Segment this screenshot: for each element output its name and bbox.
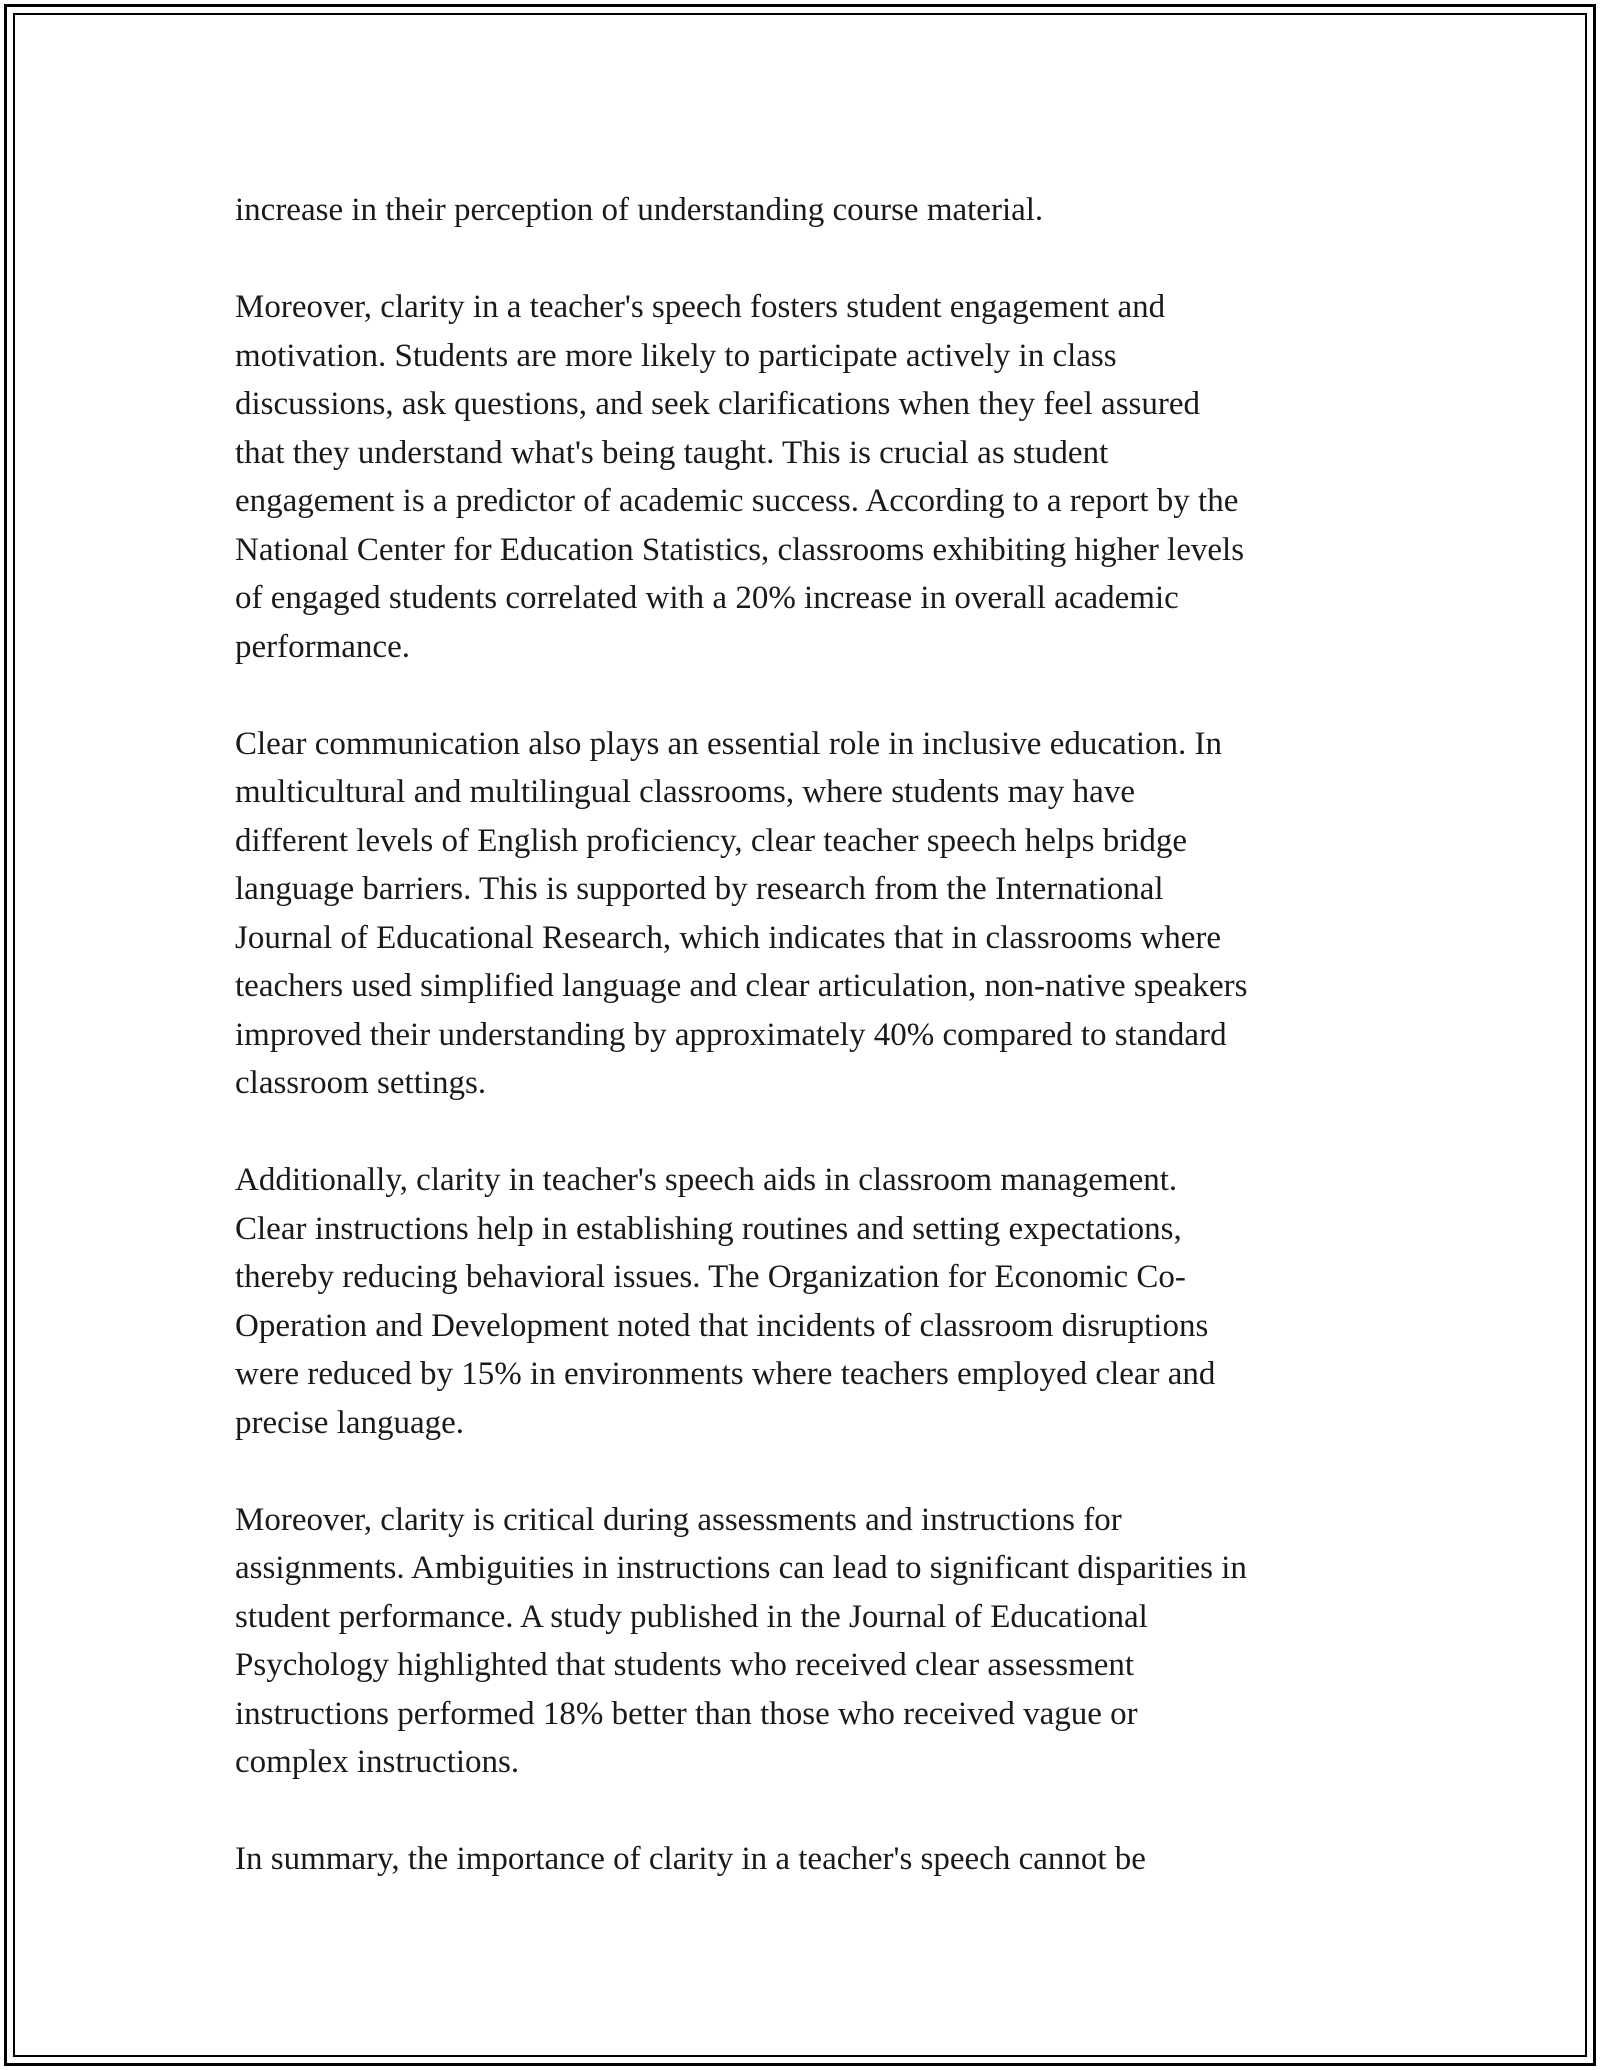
- paragraph: increase in their perception of understanding course material.: [235, 192, 1044, 228]
- paragraph: Moreover, clarity in a teacher's speech fosters student engagement and motivation. Students are more likely to participate actively in class discussions, ask questions, and seek clarifications when they feel assured that they understand what's being taught. This is crucial as student engagement is a predictor of academic success. According to a report by the National Center for Education Statistics, classrooms exhibiting higher levels of engaged students correlated with a 20% increase in overall academic performance.: [235, 289, 1245, 665]
- paragraph: Additionally, clarity in teacher's speech aids in classroom management. Clear instructions help in establishing routines and setting expectations, thereby reducing behavioral issues. The Organization for Economic Co- Operation and Development noted that incidents of classroom disruptions were reduced by 15% in environments where teachers employed clear and precise language.: [235, 1162, 1216, 1441]
- paragraph: In summary, the importance of clarity in a teacher's speech cannot be: [235, 1841, 1146, 1877]
- paragraph: Moreover, clarity is critical during assessments and instructions for assignments. Ambiguities in instructions can lead to significant disparities in student performance. A study published in the Journal of Educational Psychology highlighted that students who received clear assessment instructions performed 18% better than those who received vague or complex instructions.: [235, 1501, 1247, 1780]
- document-body: [235, 186, 1375, 1884]
- paragraph: Clear communication also plays an essential role in inclusive education. In multicultural and multilingual classrooms, where students may have different levels of English proficiency, clear teacher speech helps bridge language barriers. This is supported by research from the International Journal of Educational Research, which indicates that in classrooms where teachers used simplified language and clear articulation, non-native speakers improved their understanding by approximately 40% compared to standard classroom settings.: [235, 725, 1248, 1101]
